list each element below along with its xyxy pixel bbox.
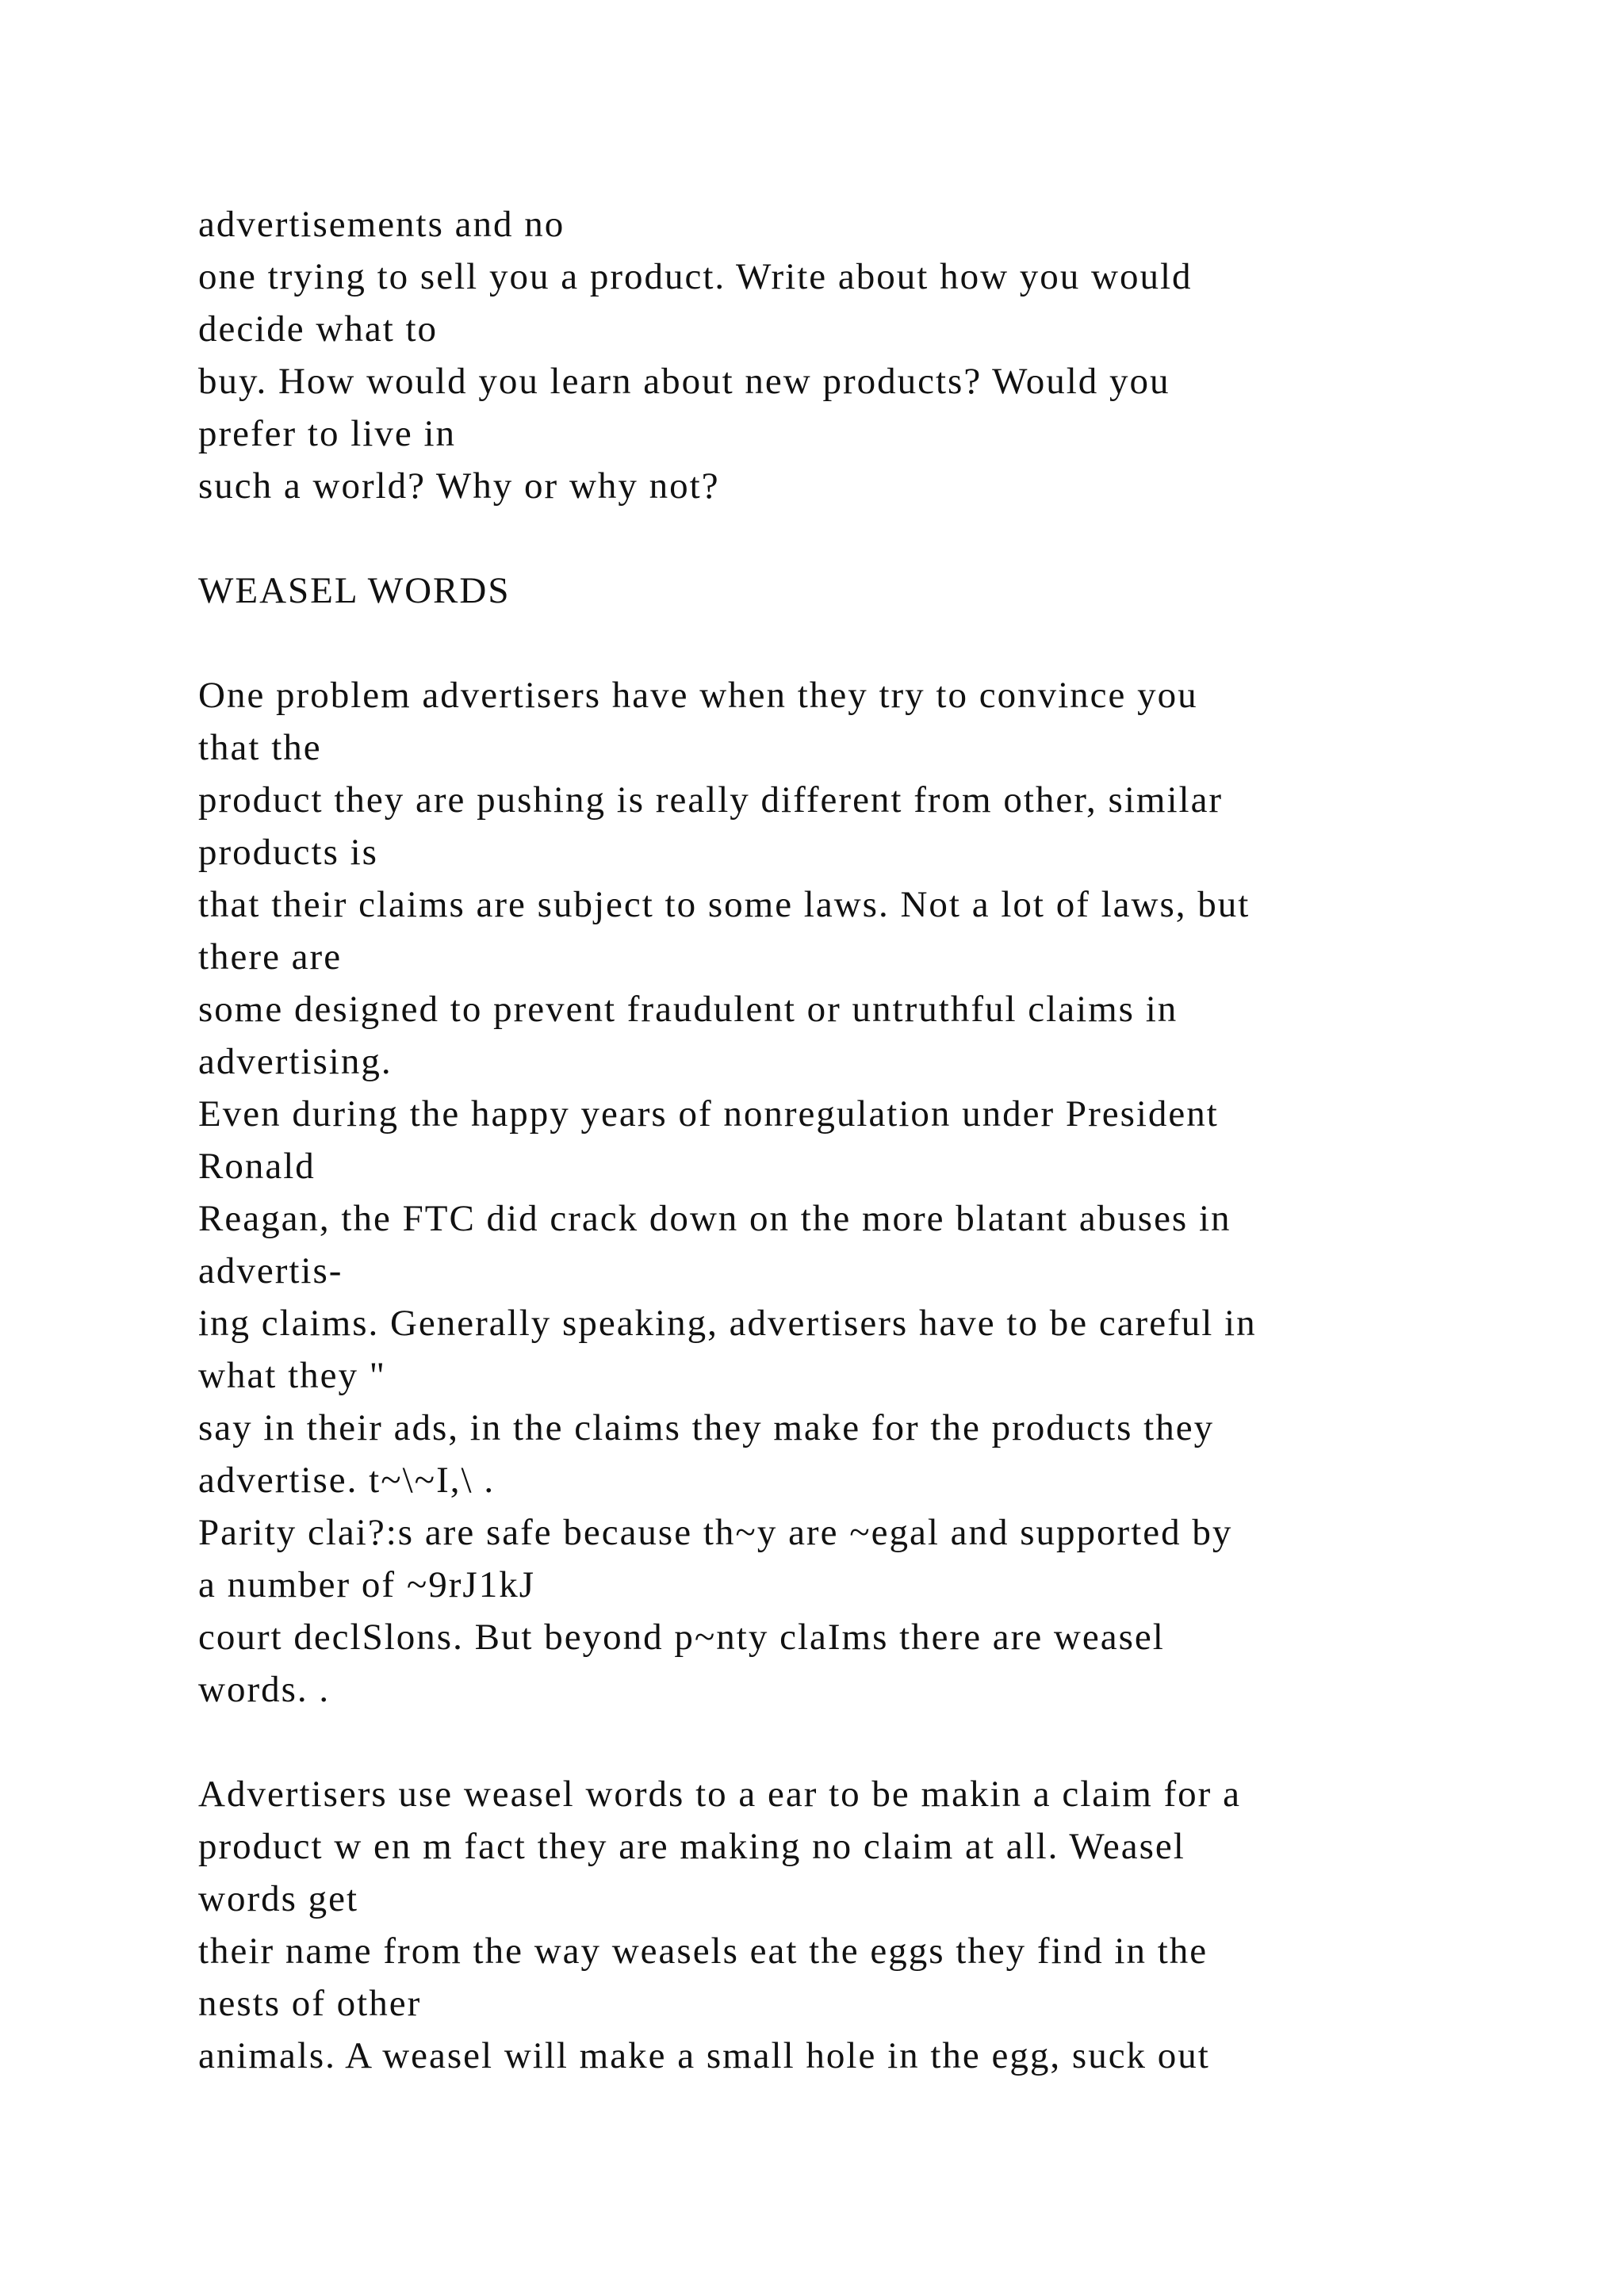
text-line: nests of other bbox=[198, 1983, 422, 2024]
text-line: some designed to prevent fraudulent or untruthful claims in bbox=[198, 989, 1178, 1030]
text-line: a number of ~9rJ1kJ bbox=[198, 1564, 535, 1605]
text-line: Parity clai?:s are safe because th~y are ~egal and supported by bbox=[198, 1512, 1233, 1553]
text-line: products is bbox=[198, 832, 378, 873]
text-line: One problem advertisers have when they try to convince you bbox=[198, 675, 1198, 716]
text-line: that their claims are subject to some laws. Not a lot of laws, but bbox=[198, 884, 1251, 925]
text-line: advertising. bbox=[198, 1041, 393, 1082]
text-line: buy. How would you learn about new products? Would you bbox=[198, 361, 1170, 402]
text-line: advertise. t~\~I,\ . bbox=[198, 1460, 496, 1501]
intro-paragraph bbox=[198, 198, 1507, 512]
text-line: Advertisers use weasel words to a ear to be makin a claim for a bbox=[198, 1774, 1241, 1815]
text-line: prefer to live in bbox=[198, 413, 457, 454]
text-line: advertis- bbox=[198, 1250, 343, 1292]
text-line: court declSlons. But beyond p~nty claIms there are weasel bbox=[198, 1617, 1165, 1658]
text-line: advertisements and no bbox=[198, 204, 565, 245]
text-line: such a world? Why or why not? bbox=[198, 465, 720, 507]
paragraph-gap bbox=[198, 617, 1507, 669]
text-line: their name from the way weasels eat the eggs they find in the bbox=[198, 1931, 1208, 1972]
text-line: one trying to sell you a product. Write about how you would bbox=[198, 256, 1193, 297]
text-line: words get bbox=[198, 1878, 359, 1919]
text-line: product w en m fact they are making no claim at all. Weasel bbox=[198, 1826, 1185, 1867]
paragraph-gap bbox=[198, 512, 1507, 564]
text-line: words. . bbox=[198, 1669, 331, 1710]
paragraph-gap bbox=[198, 1716, 1507, 1768]
text-line: say in their ads, in the claims they make for the products they bbox=[198, 1407, 1215, 1448]
text-line: ing claims. Generally speaking, advertisers have to be careful in bbox=[198, 1303, 1257, 1344]
text-line: animals. A weasel will make a small hole in the egg, suck out bbox=[198, 2035, 1210, 2076]
text-line: Even during the happy years of nonregulation under President bbox=[198, 1093, 1219, 1135]
body-paragraph-1 bbox=[198, 669, 1507, 1716]
text-line: Ronald bbox=[198, 1146, 316, 1187]
text-line: that the bbox=[198, 727, 322, 768]
text-line: there are bbox=[198, 936, 343, 978]
text-line: Reagan, the FTC did crack down on the more blatant abuses in bbox=[198, 1198, 1231, 1239]
text-line: decide what to bbox=[198, 308, 439, 350]
body-paragraph-2 bbox=[198, 1768, 1507, 2082]
section-heading: WEASEL WORDS bbox=[198, 570, 511, 611]
document-page bbox=[198, 198, 1507, 2082]
text-line: what they " bbox=[198, 1355, 386, 1396]
text-line: product they are pushing is really different from other, similar bbox=[198, 779, 1224, 821]
